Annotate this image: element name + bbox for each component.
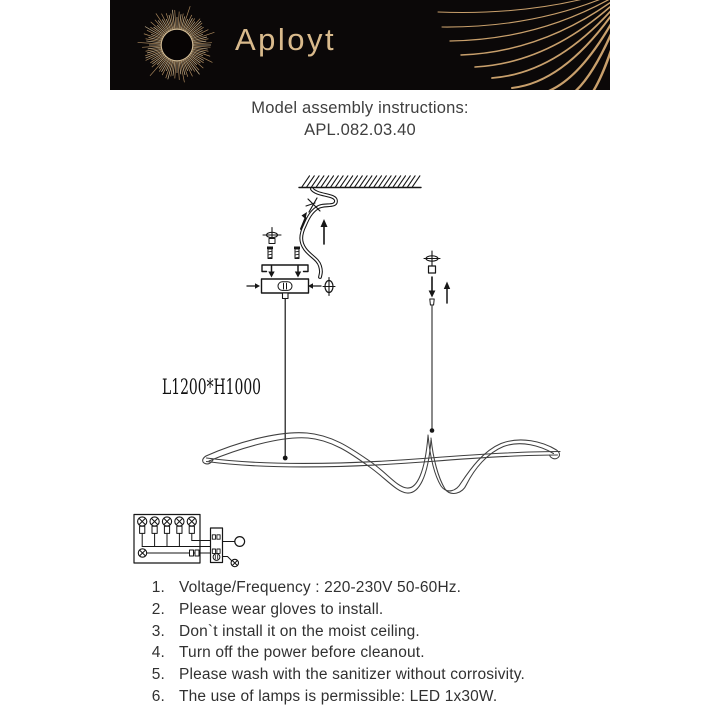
instruction-item: 6. The use of lamps is permissible: LED 1x30W. — [151, 687, 498, 705]
circle-terminal-icon — [235, 537, 245, 547]
dimension-label: L1200*H1000 — [162, 375, 261, 399]
phillips-screw-icon — [263, 228, 281, 244]
instruction-item: 4. Turn off the power before cleanout. — [151, 644, 425, 662]
bolt-icons — [267, 247, 300, 259]
led-wave-lamp — [203, 433, 560, 494]
suspension-wire-right — [424, 251, 450, 433]
suspension-wire-left — [283, 299, 288, 461]
phillips-screw-icon — [424, 251, 440, 266]
terminal-icons — [138, 517, 197, 534]
power-cable — [301, 189, 336, 277]
instruction-item: 3. Don`t install it on the moist ceiling. — [151, 622, 420, 640]
arrow-down-icon — [295, 272, 301, 278]
model-number: APL.082.03.40 — [304, 120, 416, 139]
instruction-list — [0, 577, 720, 708]
lamp-symbol-icon — [138, 549, 146, 557]
instruction-item: 1. Voltage/Frequency : 220-230V 50-60Hz. — [151, 579, 462, 596]
driver-block — [211, 528, 223, 563]
canopy — [247, 278, 335, 299]
lamp-symbol-icon — [231, 559, 238, 566]
arrow-down-icon — [268, 272, 274, 278]
arrow-right-icon — [255, 283, 260, 289]
instruction-item: 5. Please wash with the sanitizer without corrosivity. — [151, 666, 525, 684]
instruction-item: 2. Please wear gloves to install. — [151, 600, 384, 618]
wiring-schematic — [134, 515, 245, 567]
arrow-up-icon — [444, 282, 450, 290]
mounting-bracket — [262, 265, 308, 278]
mounting-screws — [263, 228, 300, 259]
ceiling-mount — [299, 176, 421, 188]
arrow-down-icon — [429, 291, 436, 298]
brand-logo-text: Aployt — [235, 22, 337, 57]
page-title: Model assembly instructions: — [251, 99, 469, 117]
arrow-up-icon — [321, 219, 328, 227]
phillips-screw-icon — [323, 278, 335, 296]
